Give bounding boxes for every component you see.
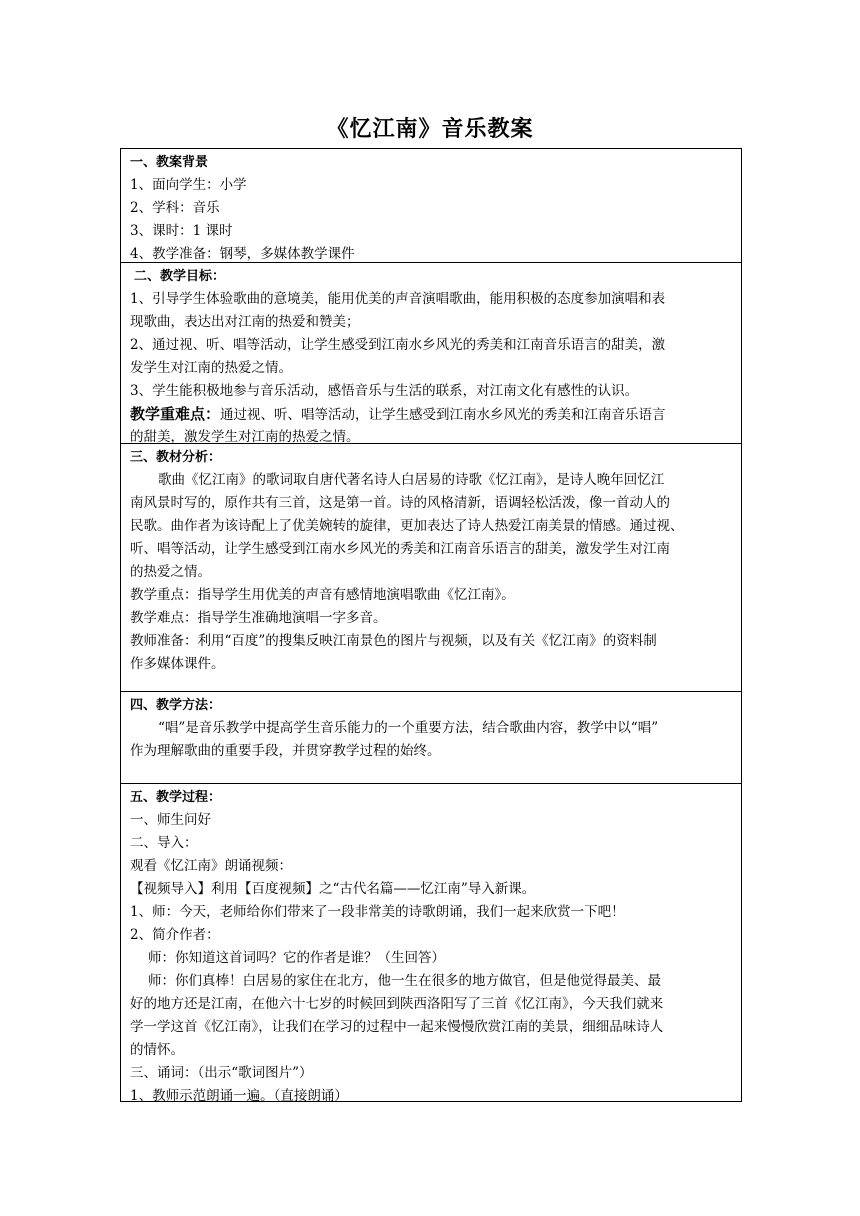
text-line: 1、面向学生：小学 [130,177,247,193]
text-line: 2、学科：音乐 [130,200,220,216]
text-line: 听、唱等活动，让学生感受到江南水乡风光的秀美和江南音乐语言的甜美，激发学生对江南 [130,541,670,557]
text-line: 的情怀。 [130,1042,184,1058]
section-heading: 一、教案背景 [130,155,209,170]
section-background [121,149,741,263]
lesson-plan-table [120,148,742,1102]
text-line: 二、导入： [130,835,198,851]
text-line: 的甜美，激发学生对江南的热爱之情。 [130,429,360,445]
text-line: 教学重点：指导学生用优美的声音有感情地演唱歌曲《忆江南》。 [130,587,515,603]
text-line: 歌曲《忆江南》的歌词取自唐代著名诗人白居易的诗歌《忆江南》，是诗人晚年回忆江 [158,472,665,488]
section-heading: 四、教学方法： [130,698,222,713]
text-line: 的热爱之情。 [130,564,211,580]
text-line: 3、课时：1 课时 [130,223,233,239]
text-line: 1、引导学生体验歌曲的意境美，能用优美的声音演唱歌曲，能用积极的态度参加演唱和表 [130,291,666,307]
text-line: 现歌曲，表达出对江南的热爱和赞美； [130,314,360,330]
text-line: 师：你们真棒！白居易的家住在北方，他一生在很多的地方做官，但是他觉得最美、最 [148,973,661,989]
section-material-analysis [121,444,741,692]
text-line: 2、通过视、听、唱等活动，让学生感受到江南水乡风光的秀美和江南音乐语言的甜美，激 [130,337,666,353]
text-line: 三、诵词：（出示“歌词图片”） [130,1065,313,1081]
key-points-line [130,403,732,426]
text-line: 1、教师示范朗诵一遍。（直接朗诵） [130,1088,348,1104]
text-line: 好的地方还是江南，在他六十七岁的时候回到陕西洛阳写了三首《忆江南》，今天我们就来 [130,996,664,1012]
key-points-text: 通过视、听、唱等活动，让学生感受到江南水乡风光的秀美和江南音乐语言 [220,407,666,423]
text-line: 发学生对江南的热爱之情。 [130,360,292,376]
key-points-label: 教学重难点： [130,405,221,423]
section-process [121,784,741,1104]
text-line: 民歌。曲作者为该诗配上了优美婉转的旋律，更加表达了诗人热爱江南美景的情感。通过视、 [130,518,684,534]
text-line: 观看《忆江南》朗诵视频： [130,858,292,874]
page-title: 《忆江南》音乐教案 [326,117,534,142]
section-heading: 三、教材分析： [130,450,222,465]
text-line: 师：你知道这首词吗？它的作者是谁？（生回答） [148,950,445,966]
text-line: 4、教学准备：钢琴，多媒体教学课件 [130,246,355,262]
text-line: 作为理解歌曲的重要手段，并贯穿教学过程的始终。 [130,743,441,759]
text-line: 一、师生问好 [130,812,211,828]
text-line: 教学难点：指导学生准确地演唱一字多音。 [130,610,387,626]
section-objectives [121,263,741,444]
text-line: 1、师：今天，老师给你们带来了一段非常美的诗歌朗诵，我们一起来欣赏一下吧！ [130,904,625,920]
text-line: 教师准备：利用“百度”的搜集反映江南景色的图片与视频，以及有关《忆江南》的资料制 [130,633,657,649]
text-line: 学一学这首《忆江南》，让我们在学习的过程中一起来慢慢欣赏江南的美景，细细品味诗人 [130,1019,664,1035]
text-line: “唱”是音乐教学中提高学生音乐能力的一个重要方法，结合歌曲内容，教学中以“唱” [158,720,659,736]
text-line: 作多媒体课件。 [130,656,225,672]
section-method [121,692,741,784]
section-heading: 五、教学过程： [130,790,222,805]
text-line: 【视频导入】利用【百度视频】之“古代名篇——忆江南”导入新课。 [130,881,536,897]
section-heading: 二、教学目标： [134,269,226,284]
text-line: 3、学生能积极地参与音乐活动，感悟音乐与生活的联系，对江南文化有感性的认识。 [130,383,639,399]
text-line: 2、简介作者： [130,927,220,943]
text-line: 南风景时写的，原作共有三首，这是第一首。诗的风格清新，语调轻松活泼，像一首动人的 [130,495,670,511]
